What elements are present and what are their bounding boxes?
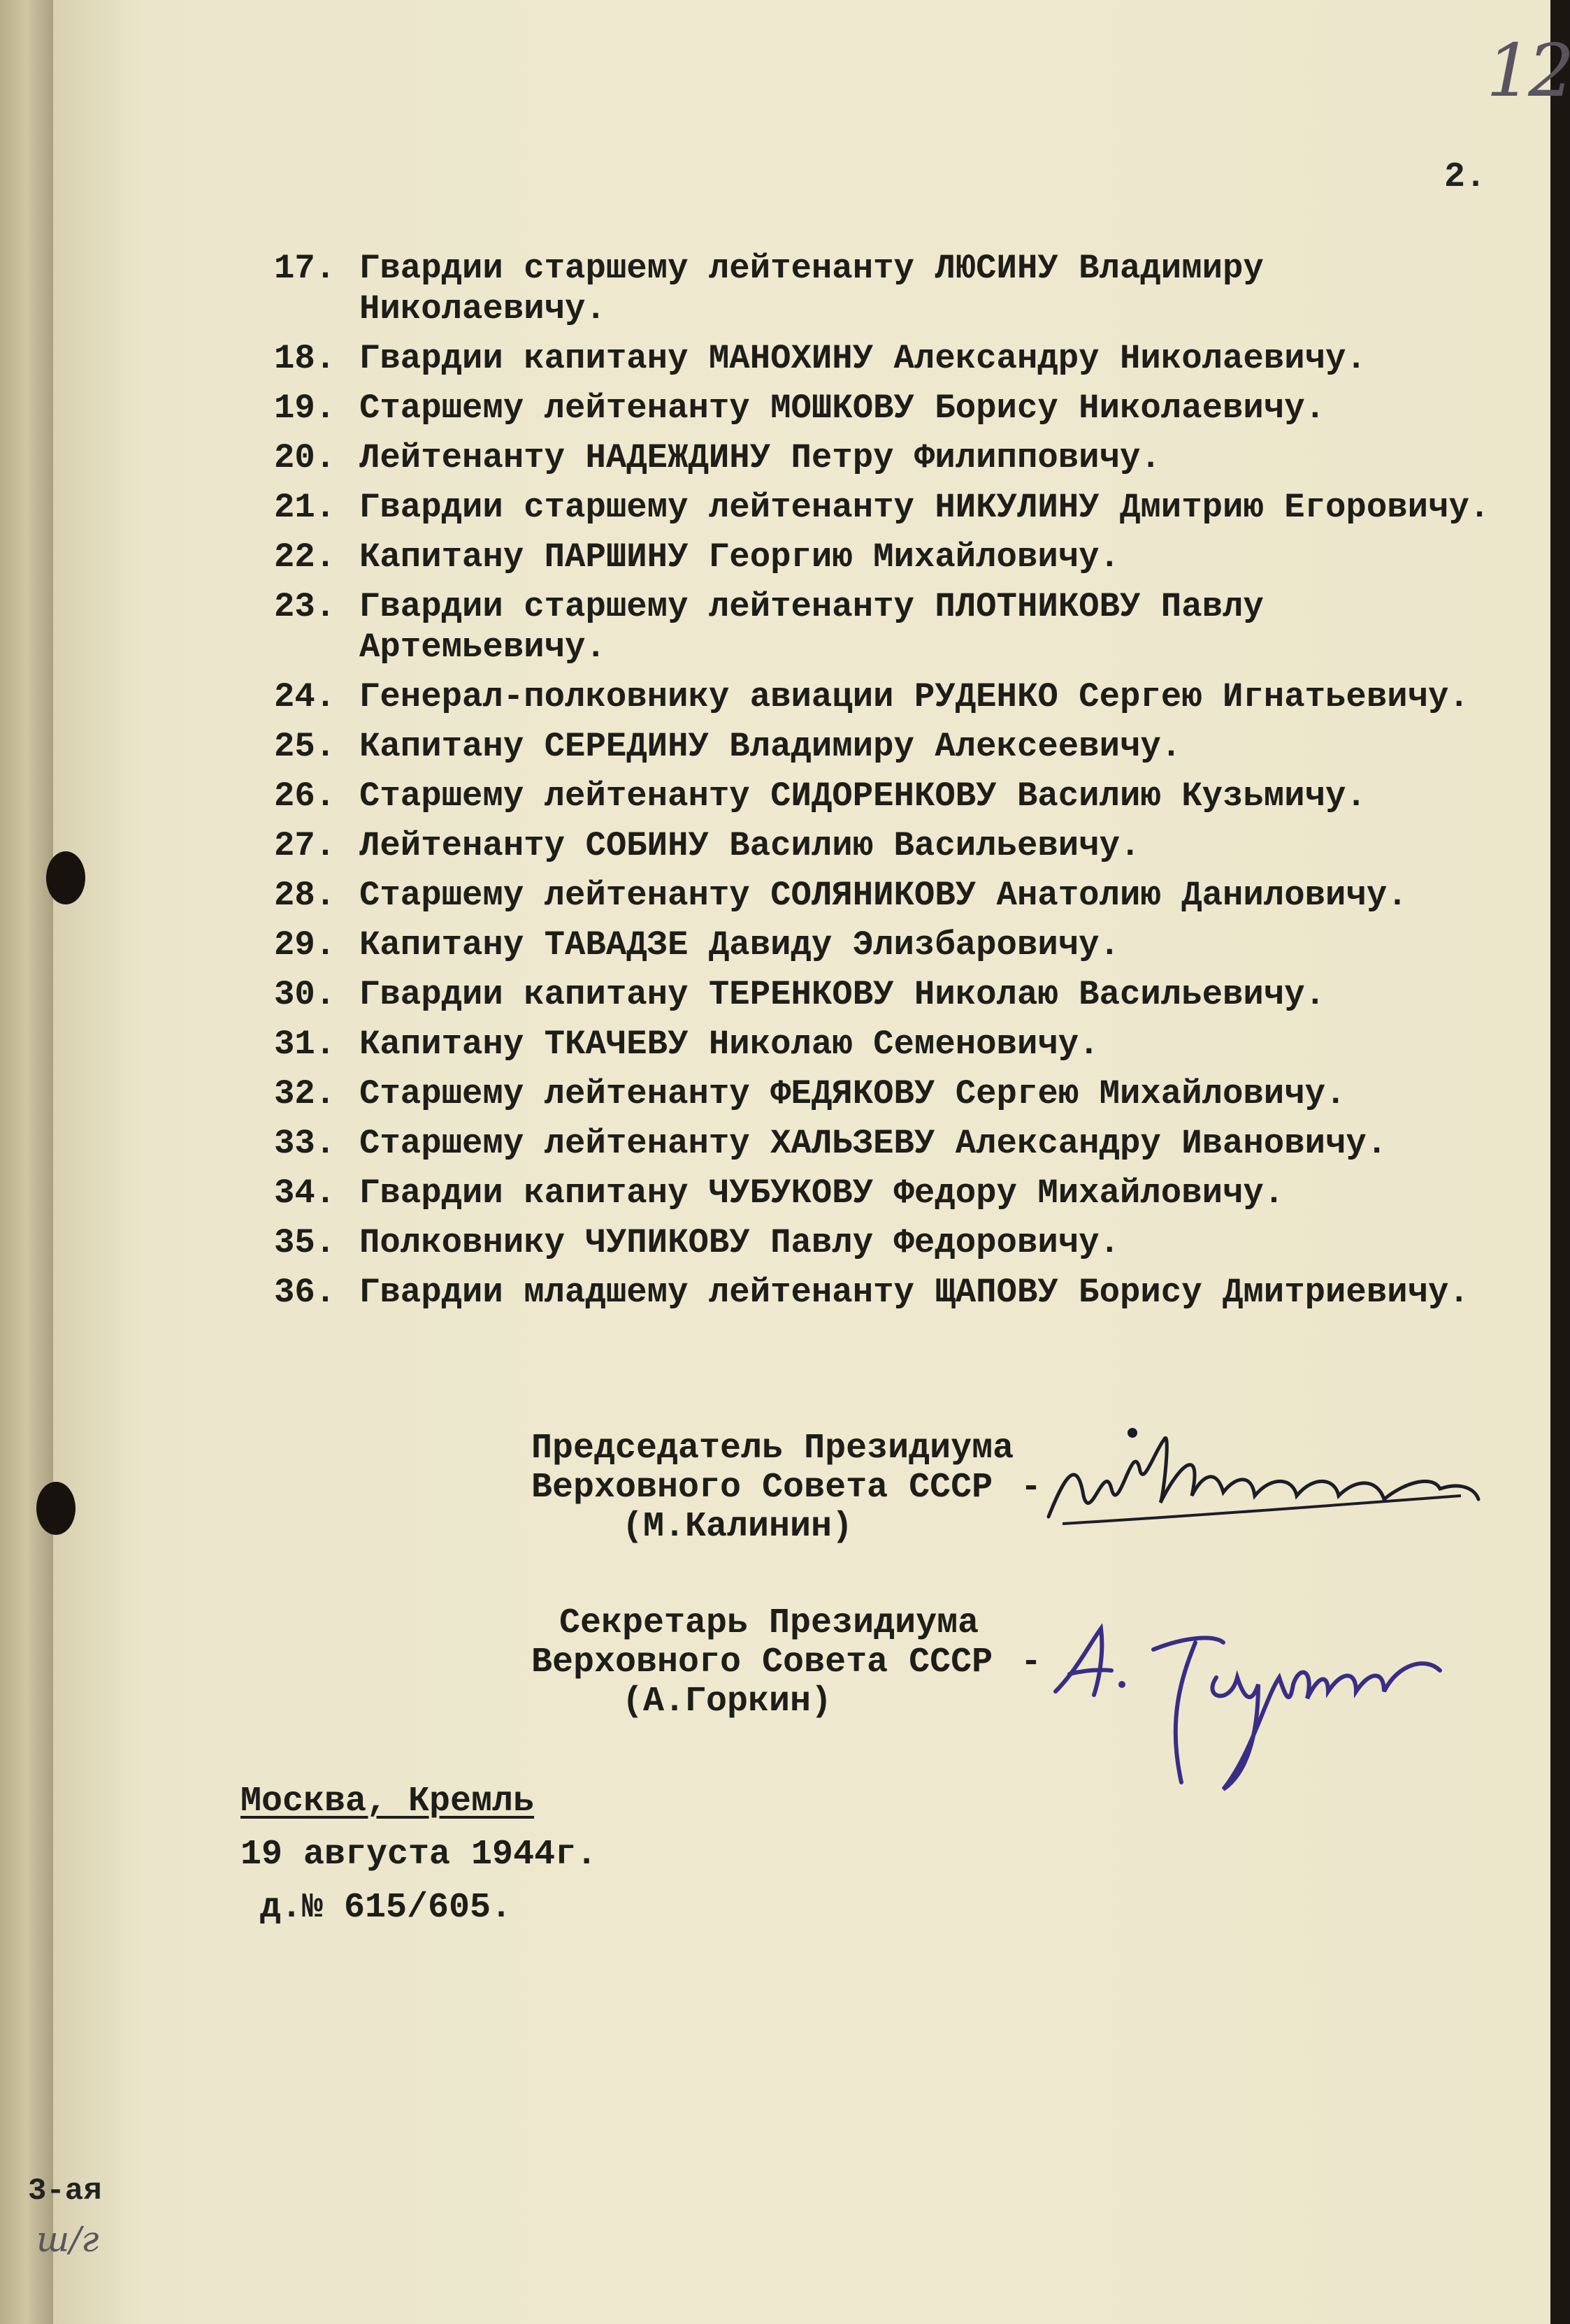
list-item <box>274 1173 1525 1213</box>
list-item <box>274 974 1525 1015</box>
binder-hole <box>46 851 85 904</box>
copy-marker: 3-ая <box>28 2174 102 2209</box>
item-number: 24. <box>274 677 336 716</box>
corner-initials: ш/г <box>36 2219 99 2260</box>
item-number: 17. <box>274 249 336 288</box>
secretary-signature <box>1049 1615 1454 1796</box>
list-item <box>274 726 1525 767</box>
item-number: 23. <box>274 587 336 626</box>
item-text: Капитану ТАВАДЗЕ Давиду Элизбаровичу. <box>359 925 1120 965</box>
item-text: Лейтенанту НАДЕЖДИНУ Петру Филипповичу. <box>359 438 1161 477</box>
item-text: Старшему лейтенанту СОЛЯНИКОВУ Анатолию Даниловичу. <box>359 876 1408 915</box>
page-number: 2. <box>1444 157 1487 197</box>
item-number: 25. <box>274 727 336 766</box>
place: Москва, Кремль <box>240 1782 535 1821</box>
list-item <box>274 825 1525 866</box>
item-number: 35. <box>274 1223 336 1262</box>
doc-number: д.№ 615/605. <box>260 1888 512 1928</box>
item-text: Генерал-полковнику авиации РУДЕНКО Сергею Игнатьевичу. <box>359 677 1469 716</box>
list-item <box>274 537 1525 577</box>
item-text: Старшему лейтенанту СИДОРЕНКОВУ Василию Кузьмичу. <box>359 777 1367 816</box>
binder-hole <box>36 1482 75 1535</box>
item-number: 30. <box>274 975 336 1014</box>
item-text: Гвардии капитану ЧУБУКОВУ Федору Михайловичу. <box>359 1174 1285 1213</box>
sheet-number: 12 <box>1486 28 1570 113</box>
item-number: 21. <box>274 488 336 527</box>
item-number: 28. <box>274 876 336 915</box>
item-text: Старшему лейтенанту ФЕДЯКОВУ Сергею Михайловичу. <box>359 1074 1346 1113</box>
award-list <box>274 248 1525 1322</box>
list-item <box>274 925 1525 965</box>
list-item <box>274 388 1525 428</box>
list-item <box>274 338 1525 379</box>
item-number: 34. <box>274 1174 336 1213</box>
list-item <box>274 776 1525 816</box>
item-text: Гвардии старшему лейтенанту ПЛОТНИКОВУ Павлу Артемьевичу. <box>359 587 1264 667</box>
item-text: Гвардии старшему лейтенанту ЛЮСИНУ Владимиру Николаевичу. <box>359 249 1264 329</box>
list-item <box>274 1272 1525 1313</box>
list-item <box>274 1024 1525 1064</box>
item-number: 20. <box>274 438 336 477</box>
list-item <box>274 875 1525 916</box>
item-text: Капитану ТКАЧЕВУ Николаю Семеновичу. <box>359 1025 1100 1064</box>
item-number: 19. <box>274 389 336 428</box>
item-text: Гвардии младшему лейтенанту ЩАПОВУ Борису Дмитриевичу. <box>359 1273 1469 1312</box>
date: 19 августа 1944г. <box>240 1835 598 1875</box>
list-item <box>274 677 1525 717</box>
item-number: 33. <box>274 1124 336 1163</box>
item-text: Гвардии капитану ТЕРЕНКОВУ Николаю Васильевичу. <box>359 975 1326 1014</box>
place-and-date <box>240 1775 597 1935</box>
list-item <box>274 1222 1525 1263</box>
item-number: 26. <box>274 777 336 816</box>
item-text: Капитану ПАРШИНУ Георгию Михайловичу. <box>359 537 1120 577</box>
list-item <box>274 438 1525 478</box>
chairman-signature <box>1042 1412 1489 1538</box>
item-text: Полковнику ЧУПИКОВУ Павлу Федоровичу. <box>359 1223 1120 1262</box>
item-text: Старшему лейтенанту ХАЛЬЗЕВУ Александру Ивановичу. <box>359 1124 1388 1163</box>
secretary-block <box>531 1604 993 1722</box>
item-number: 31. <box>274 1025 336 1064</box>
chairman-title-2: Верховного Совета СССР <box>531 1468 993 1508</box>
chairman-block <box>531 1429 1014 1547</box>
chairman-dash: - <box>1021 1468 1042 1508</box>
secretary-name: (А.Горкин) <box>622 1682 833 1722</box>
list-item <box>274 586 1525 667</box>
list-item <box>274 1074 1525 1114</box>
secretary-title-1: Секретарь Президиума <box>559 1603 979 1643</box>
item-number: 18. <box>274 339 336 378</box>
chairman-title-1: Председатель Президиума <box>531 1429 1014 1468</box>
item-text: Лейтенанту СОБИНУ Василию Васильевичу. <box>359 826 1141 865</box>
list-item <box>274 248 1525 329</box>
item-number: 36. <box>274 1273 336 1312</box>
item-text: Капитану СЕРЕДИНУ Владимиру Алексеевичу. <box>359 727 1182 766</box>
item-text: Гвардии капитану МАНОХИНУ Александру Николаевичу. <box>359 339 1367 378</box>
item-number: 22. <box>274 537 336 577</box>
item-number: 29. <box>274 925 336 965</box>
chairman-name: (М.Калинин) <box>622 1507 854 1547</box>
secretary-title-2: Верховного Совета СССР <box>531 1643 993 1682</box>
list-item <box>274 1123 1525 1164</box>
item-number: 32. <box>274 1074 336 1113</box>
item-text: Старшему лейтенанту МОШКОВУ Борису Николаевичу. <box>359 389 1326 428</box>
list-item <box>274 487 1525 528</box>
item-number: 27. <box>274 826 336 865</box>
secretary-dash: - <box>1021 1643 1042 1682</box>
item-text: Гвардии старшему лейтенанту НИКУЛИНУ Дмитрию Егоровичу. <box>359 488 1490 527</box>
binding-strip <box>0 0 53 2324</box>
